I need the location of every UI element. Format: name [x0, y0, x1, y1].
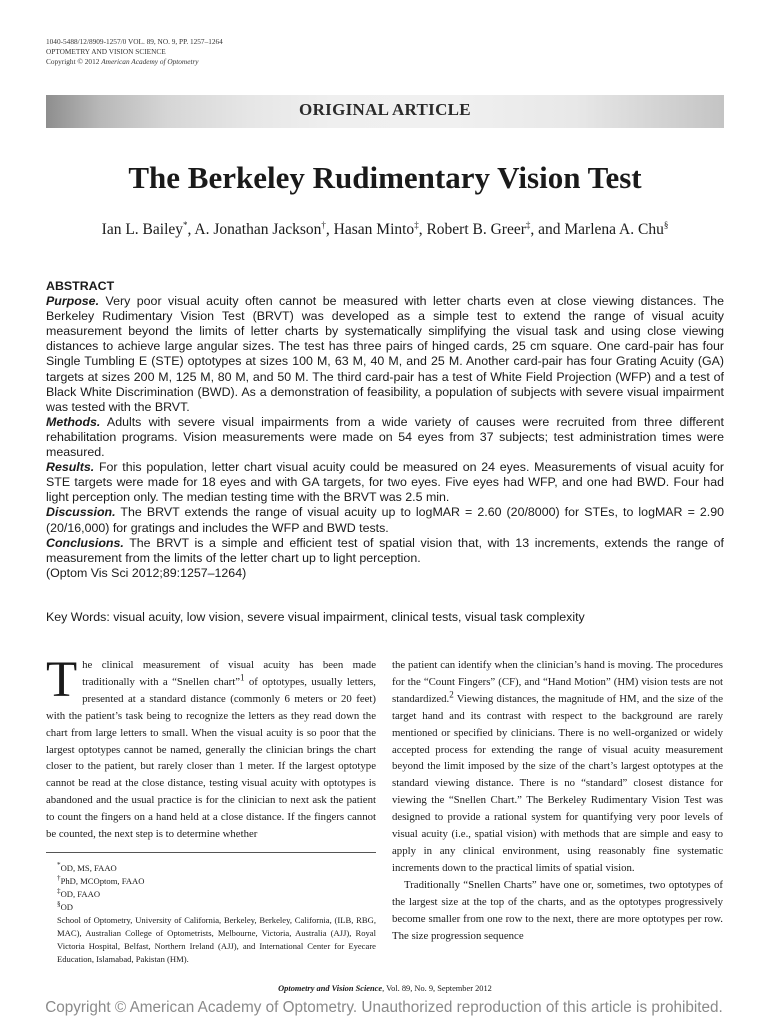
- journal-header: [46, 37, 223, 67]
- body-paragraph: [392, 657, 723, 877]
- abstract-heading: ABSTRACT: [46, 279, 115, 293]
- methods-label: Methods.: [46, 414, 101, 429]
- body-text: the patient can identify when the clinician’s hand is moving. The procedures for the “Count Fingers” (CF), and “Hand Motion” (HM) vision tests are not standardized.: [392, 659, 723, 705]
- body-text: of optotypes, usually letters, presented at a standard distance (commonly 6 meters or 20 feet) with the patient’s task being to recognize the letters as they read down the chart from large letters to small. When the visual acuity is so poor that the largest optotypes cannot be named, generally the clinician brings the chart closer to the patient, but rarely closer than 1 meter. If the largest optotype cannot be read at the close distance, testing visual acuity with optotypes is abandoned and the usual practice is for the clinician to next ask the patient to count the fingers on a hand held at a close distance. If the fingers cannot be counted, the next step is to determine whether: [46, 675, 377, 841]
- author-mark: *: [183, 219, 188, 230]
- body-paragraph: Traditionally “Snellen Charts” have one or, sometimes, two optotypes of the largest size at the top of the charts, and as the optotypes progressively become smaller from one row to the next, there are more optotypes per row. The size progression sequence: [392, 878, 723, 942]
- footnote: [46, 875, 376, 888]
- footnote-mark: †: [57, 874, 61, 883]
- copyright-notice: Copyright © American Academy of Optometry. Unauthorized reproduction of this article is prohibited.: [45, 999, 723, 1016]
- footnote: [46, 888, 376, 901]
- header-copyright: [46, 57, 223, 67]
- discussion-label: Discussion.: [46, 505, 116, 520]
- footnotes: [46, 862, 376, 966]
- section-banner: [46, 95, 724, 128]
- author-name: A. Jonathan Jackson: [194, 221, 322, 238]
- methods-text: Adults with severe visual impairments from a wide variety of causes were recruited from three different rehabilitation programs. Vision measurements were made on 54 eyes from 37 subjects; test administration times were measured.: [46, 414, 724, 460]
- drop-cap: T: [46, 652, 78, 708]
- body-text: he clinical measurement of visual acuity has been made traditionally with a “Snellen chart”: [82, 659, 376, 688]
- author-separator: , and: [530, 221, 565, 238]
- reference-mark[interactable]: 2: [449, 689, 454, 700]
- article-title: The Berkeley Rudimentary Vision Test: [128, 160, 642, 195]
- body-text: Viewing distances, the magnitude of HM, and the size of the target hand and its contrast with respect to the background are rarely mentioned or specified by clinicians. There is no well-organized or widely accepted process for extending the range of visual acuity measurement beyond the limit imposed by the size of the chart’s largest optotypes at the standard viewing distance. There is no “standard” closest distance for viewing the “Snellen Chart.” The Berkeley Rudimentary Vision Test was designed to provide a rational system for quantifying very poor levels of visual acuity (i.e., spatial vision) with methods that are simple and easy to apply in any clinical environment, using reasonably fine systematic increments down to the practical limits of spatial vision.: [392, 692, 723, 874]
- footnote-text: OD, FAAO: [60, 889, 101, 899]
- author-mark: †: [321, 219, 326, 230]
- body-column-left: [46, 652, 377, 843]
- footnote-text: OD, MS, FAAO: [60, 863, 117, 873]
- reference-mark[interactable]: 1: [240, 672, 245, 683]
- affiliation: School of Optometry, University of California, Berkeley, Berkeley, California, (ILB, RBG, MAC), Australian College of Optometrists, Melbourne, Victoria, Australia (AJJ), Royal Victoria Hospital, Belfast, Northern Ireland (AJJ), and International Center for Eyecare Education, Islamabad, Pakistan (HM).: [57, 915, 376, 964]
- header-line-2: OPTOMETRY AND VISION SCIENCE: [46, 47, 166, 56]
- author-name: Robert B. Greer: [426, 221, 526, 238]
- footnote-divider: [46, 852, 376, 853]
- journal-details: , Vol. 89, No. 9, September 2012: [382, 984, 492, 993]
- footnote-mark: *: [57, 861, 61, 870]
- footnote-text: OD: [60, 902, 73, 912]
- footnote: [46, 862, 376, 875]
- author-mark: ‡: [525, 219, 531, 230]
- copyright-org: American Academy of Optometry: [101, 57, 199, 66]
- author-separator: ,: [418, 221, 427, 238]
- author-name: Marlena A. Chu: [564, 221, 664, 238]
- footnote-text: PhD, MCOptom, FAAO: [60, 876, 145, 886]
- abstract-conclusions: [46, 536, 724, 566]
- keywords: Key Words: visual acuity, low vision, severe visual impairment, clinical tests, visual task complexity: [46, 610, 585, 624]
- author-mark: §: [663, 219, 669, 230]
- footnote-mark: ‡: [57, 887, 61, 896]
- abstract-citation: (Optom Vis Sci 2012;89:1257–1264): [46, 565, 247, 580]
- abstract-discussion: [46, 505, 724, 535]
- copyright-prefix: Copyright © 2012: [46, 57, 102, 66]
- author-separator: ,: [187, 221, 195, 238]
- abstract-purpose: [46, 294, 724, 415]
- journal-footer: [46, 984, 724, 993]
- results-label: Results.: [46, 460, 95, 475]
- author-separator: ,: [325, 221, 334, 238]
- author-name: Ian L. Bailey: [101, 221, 184, 238]
- footnote: [46, 901, 376, 914]
- header-line-1: 1040-5488/12/8909-1257/0 VOL. 89, NO. 9, PP. 1257–1264: [46, 37, 223, 46]
- purpose-text: Very poor visual acuity often cannot be measured with letter charts even at close viewing distances. The Berkeley Rudimentary Vision Test (BRVT) was developed as a simple test to extend the range of visual acuity measurement beyond the limits of letter charts by systematically simplifying the visual task and using close viewing distances to achieve large angular sizes. The test has three pairs of hinged cards, 25 cm square. One card-pair has four Single Tumbling E (STE) optotypes at sizes 100 M, 63 M, 40 M, and 25 M. Another card-pair has four Grating Acuity (GA) targets at sizes 200 M, 125 M, 80 M, and 50 M. The third card-pair has a test of White Field Projection (WFP) and a test of Black White Discrimination (BWD). As a demonstration of feasibility, a population of subjects with severe visual impairment was tested with the BRVT.: [46, 294, 724, 414]
- body-paragraph: [46, 652, 377, 843]
- abstract-results: [46, 460, 724, 505]
- abstract-methods: [46, 415, 724, 460]
- body-column-right: [392, 657, 723, 944]
- abstract: [46, 279, 724, 581]
- author-name: Hasan Minto: [333, 221, 415, 238]
- section-banner-label: ORIGINAL ARTICLE: [299, 100, 471, 119]
- journal-name: Optometry and Vision Science: [278, 984, 383, 993]
- purpose-label: Purpose.: [46, 294, 100, 309]
- conclusions-label: Conclusions.: [46, 535, 124, 550]
- footnote-mark: §: [57, 900, 61, 909]
- results-text: For this population, letter chart visual acuity could be measured on 24 eyes. Measurements of visual acuity for STE targets were made for 18 eyes and with GA targets, for two eyes. Five eyes had WFP, and one had BWD. Four had light perception only. The median testing time with the BRVT was 2.5 min.: [46, 460, 724, 505]
- author-mark: ‡: [414, 219, 419, 230]
- conclusions-text: The BRVT is a simple and efficient test of spatial vision that, with 13 increments, extends the range of measurement from the limits of the letter chart up to light perception.: [46, 535, 724, 565]
- author-list: [46, 221, 724, 239]
- discussion-text: The BRVT extends the range of visual acuity up to logMAR = 2.60 (20/8000) for STEs, to logMAR = 2.90 (20/16,000) for gratings and includes the WFP and BWD tests.: [46, 505, 724, 535]
